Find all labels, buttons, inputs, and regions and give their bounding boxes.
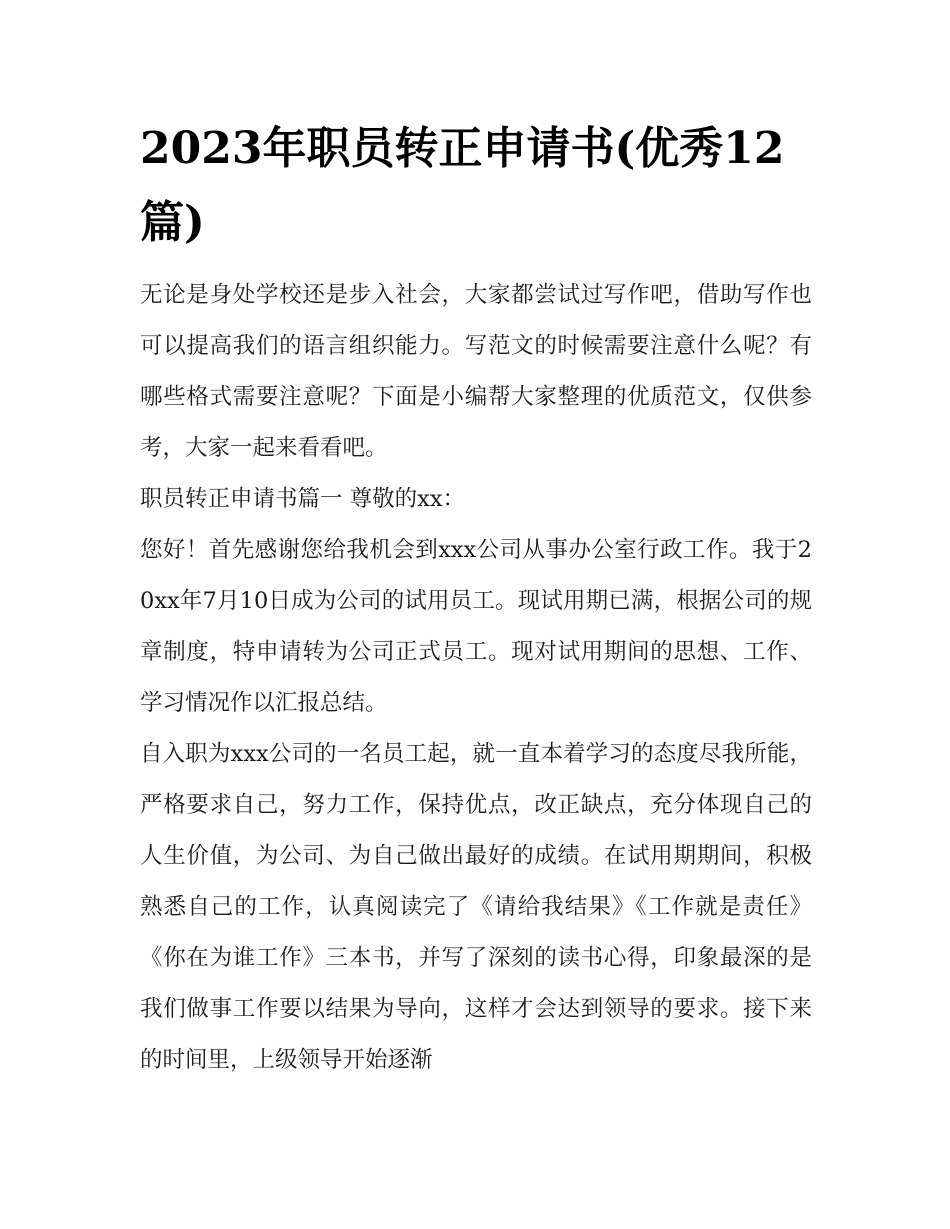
body-paragraph: 您好！首先感谢您给我机会到xxx公司从事办公室行政工作。我于20xx年7月10日成为公司的试用员工。现试用期已满，根据公司的规章制度，特申请转为公司正式员工。现对试用期间的思想、工作、学习情况作以汇报总结。 (140, 537, 812, 716)
document-title: 2023年职员转正申请书(优秀12篇) (140, 123, 785, 248)
body-paragraph: 自入职为xxx公司的一名员工起，就一直本着学习的态度尽我所能，严格要求自己，努力工作，保持优点，改正缺点，充分体现自己的人生价值，为公司、为自己做出最好的成绩。在试用期期间，积极熟悉自己的工作，认真阅读完了《请给我结果》《工作就是责任》《你在为谁工作》三本书，并写了深刻的读书心得，印象最深的是我们做事工作要以结果为导向，这样才会达到领导的要求。接下来的时间里，上级领导开始逐渐 (140, 741, 812, 1073)
document-content (140, 112, 812, 1086)
intro-paragraph: 无论是身处学校还是步入社会，大家都尝试过写作吧，借助写作也可以提高我们的语言组织能力。写范文的时候需要注意什么呢？有哪些格式需要注意呢？下面是小编帮大家整理的优质范文，仅供参考，大家一起来看看吧。 (140, 282, 812, 461)
section-heading-paragraph: 职员转正申请书篇一 尊敬的xx： (140, 486, 466, 512)
document-body (140, 270, 812, 1086)
